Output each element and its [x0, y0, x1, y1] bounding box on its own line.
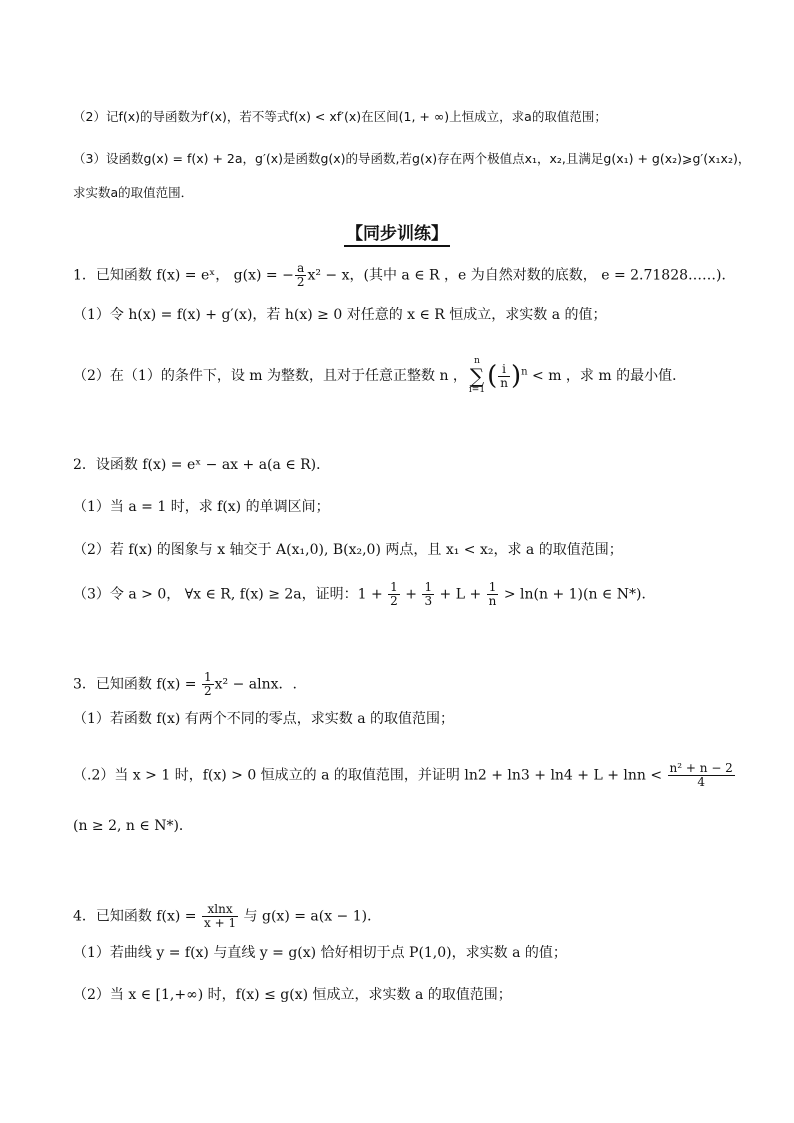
q2-title: 2．设函数 f(x) = eˣ − ax + a(a ∈ R)．	[73, 457, 331, 473]
q3-sub-2: （.2）当 x > 1 时，f(x) > 0 恒成立的 a 的取值范围，并证明 ln2 + ln3 + ln4 + L + lnn < $\frac{\text{n² + n − 2}}{4}$	[73, 761, 733, 789]
q3-sub-2-cont: (n ≥ 2, n ∈ N*)．	[73, 818, 193, 834]
section-heading: 【同步训练】	[0, 219, 794, 244]
fraction-1-over-2: $\frac{1}{2}$	[204, 670, 212, 698]
fraction-i-over-n: $\frac{i}{n}$	[500, 361, 508, 390]
q3-title: 3．已知函数 f(x) = $\frac{1}{2}$ x² − alnx．.	[73, 670, 297, 698]
fraction-1-over-n: $\frac{1}{n}$	[488, 580, 497, 608]
q1-title: 1．已知函数 f(x) = eˣ， g(x) = − $\frac{a}{2}$ x² − x，(其中 a ∈ R ，e 为自然对数的底数， e = 2.71828……)．	[73, 261, 736, 289]
q4-title: 4．已知函数 f(x) = $\frac{xlnx}{x + 1}$ 与 g(x) = a(x − 1)．	[73, 902, 382, 930]
q1-sub-2: （2）在（1）的条件下，设 m 为整数，且对于任意正整数 n ，n ∑ i=1( $\frac{i}{n}$ )$^n$ < m ，求 m 的最小值．	[73, 356, 687, 395]
fraction-1-over-2: $\frac{1}{2}$	[390, 580, 398, 608]
fraction-a-over-2: $\frac{a}{2}$	[296, 261, 305, 289]
q3-sub-1: （1）若函数 f(x) 有两个不同的零点，求实数 a 的取值范围；	[73, 711, 455, 727]
q4-sub-1: （1）若曲线 y = f(x) 与直线 y = g(x) 恰好相切于点 P(1,0)，求实数 a 的值；	[73, 945, 567, 961]
q2-sub-3: （3）令 a > 0， ∀x ∈ R, f(x) ≥ 2a，证明：1 + $\frac{1}{2}$ + $\frac{1}{3}$ + L + $\frac{1}{n}$ > ln(n + 1)(n ∈ N*)．	[73, 580, 656, 608]
q1-sub-1: （1）令 h(x) = f(x) + g′(x)，若 h(x) ≥ 0 对任意的 x ∈ R 恒成立，求实数 a 的值；	[73, 307, 607, 323]
sum-symbol: n ∑ i=1	[468, 356, 486, 395]
prev-part-2: （2）记f(x)的导函数为f′(x)，若不等式f(x) < xf′(x)在区间(1, + ∞)上恒成立，求a的取值范围；	[73, 109, 607, 124]
fraction-1-over-3: $\frac{1}{3}$	[424, 580, 433, 608]
prev-part-3: （3）设函数g(x) = f(x) + 2a，g′(x)是函数g(x)的导函数,若g(x)存在两个极值点x₁，x₂,且满足g(x₁) + g(x₂)⩾g′(x₁x₂)，	[73, 151, 751, 166]
fraction-q3-bound: $\frac{\text{n² + n − 2}}{4}$	[669, 761, 733, 789]
q4-sub-2: （2）当 x ∈ [1,+∞) 时，f(x) ≤ g(x) 恒成立，求实数 a 的取值范围；	[73, 987, 512, 1003]
q2-sub-2: （2）若 f(x) 的图象与 x 轴交于 A(x₁,0), B(x₂,0) 两点，且 x₁ < x₂，求 a 的取值范围；	[73, 542, 623, 558]
prev-part-3-cont: 求实数a的取值范围．	[73, 185, 194, 200]
fraction-xlnx-over-x-plus-1: $\frac{xlnx}{x + 1}$	[204, 902, 237, 930]
q2-sub-1: （1）当 a = 1 时，求 f(x) 的单调区间；	[73, 499, 330, 515]
